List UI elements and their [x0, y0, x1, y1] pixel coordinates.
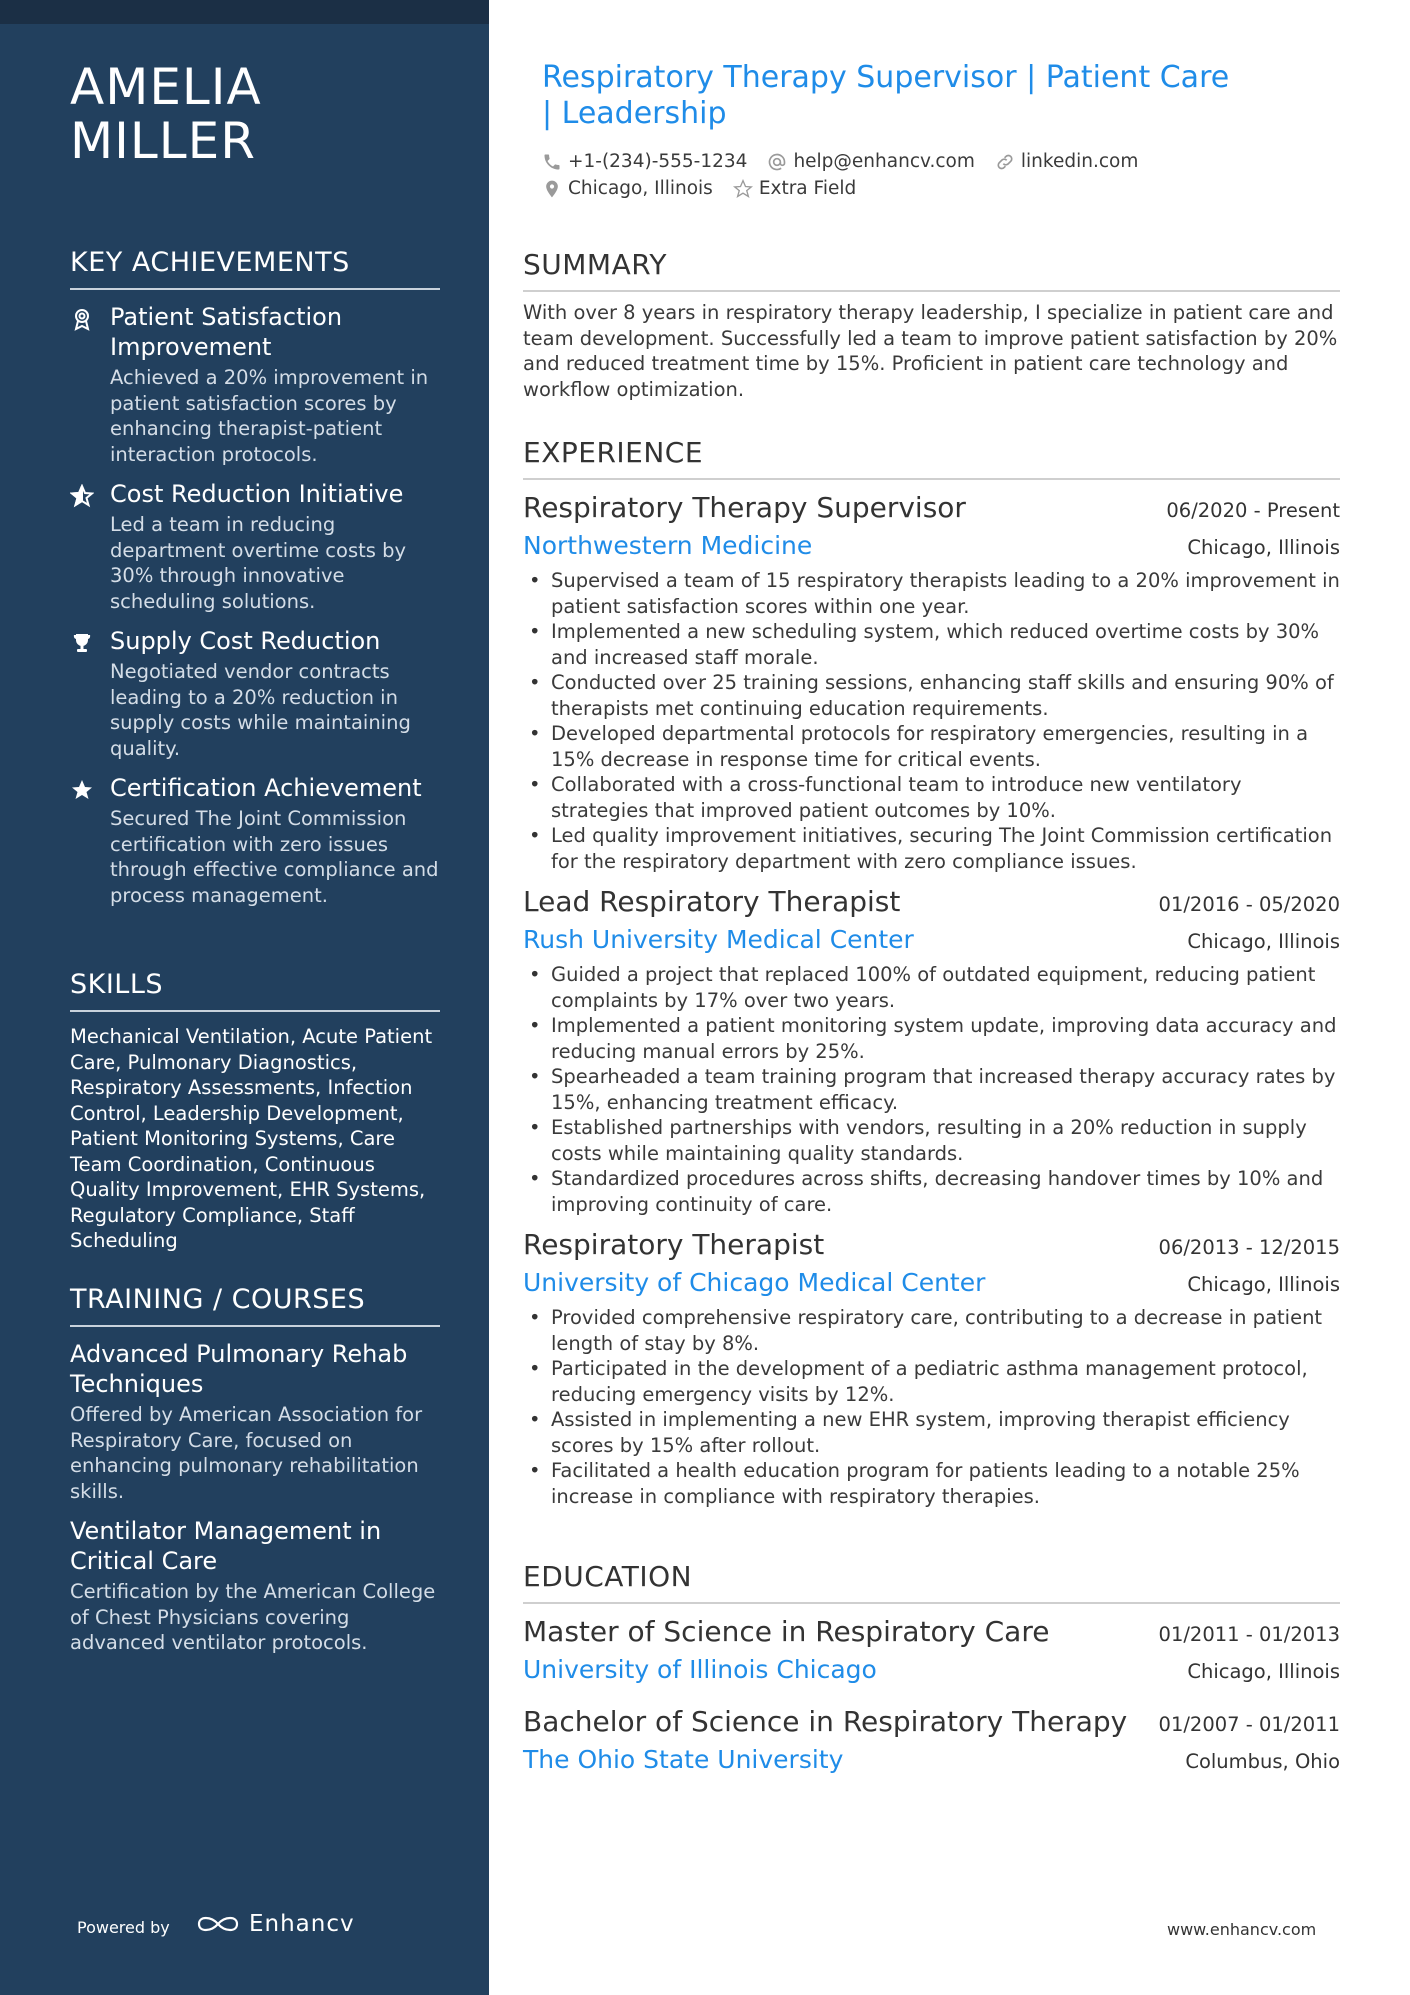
brand-name: Enhancv	[249, 1911, 355, 1937]
email-contact[interactable]	[767, 148, 974, 175]
phone-icon	[542, 152, 562, 172]
bullet-item: • Participated in the development of a pediatric asthma management protocol, reducing emergency visits by 12%.	[551, 1356, 1340, 1407]
education-heading: EDUCATION	[523, 1560, 1340, 1604]
achievement-item	[70, 302, 440, 467]
star-half-icon	[70, 484, 94, 508]
education-entry	[523, 1702, 1340, 1778]
enhancv-logo-icon	[195, 1911, 241, 1937]
summary-section	[523, 248, 1340, 402]
bullet-item: • Spearheaded a team training program that increased therapy accuracy rates by 15%, enhancing treatment efficacy.	[551, 1064, 1340, 1115]
job-dates: 06/2020 - Present	[1166, 499, 1340, 522]
bullet-item: • Established partnerships with vendors, resulting in a 20% reduction in supply costs while maintaining quality standards.	[551, 1115, 1340, 1166]
powered-by-label: Powered by	[77, 1918, 170, 1937]
course-title: Advanced Pulmonary Rehab Techniques	[70, 1340, 408, 1398]
brand-logo[interactable]	[195, 1911, 355, 1937]
job-entry	[523, 882, 1340, 1217]
skills-heading: SKILLS	[70, 968, 440, 1012]
achievement-item	[70, 626, 440, 761]
experience-section	[523, 436, 1340, 1509]
bullet-item: • Guided a project that replaced 100% of outdated equipment, reducing patient complaints by 17% over two years.	[551, 962, 1340, 1013]
trophy-icon	[70, 631, 94, 655]
location-contact	[542, 175, 713, 202]
bullet-item: • Led quality improvement initiatives, securing The Joint Commission certification for the respiratory department with zero compliance issues.	[551, 823, 1340, 874]
education-dates: 01/2007 - 01/2011	[1158, 1713, 1340, 1736]
education-entry	[523, 1612, 1340, 1688]
achievement-desc: Led a team in reducing department overtime costs by 30% through innovative scheduling solutions.	[110, 513, 407, 613]
key-achievements-section	[70, 246, 440, 908]
footer-url[interactable]: www.enhancv.com	[1167, 1920, 1317, 1939]
experience-heading: EXPERIENCE	[523, 436, 1340, 480]
extra-field-contact	[733, 175, 856, 202]
achievement-desc: Achieved a 20% improvement in patient satisfaction scores by enhancing therapist-patient interaction protocols.	[110, 366, 429, 466]
school-location: Columbus, Ohio	[1185, 1750, 1340, 1773]
email-at-icon	[767, 152, 787, 172]
contact-info	[542, 148, 1242, 202]
achievement-desc: Negotiated vendor contracts leading to a 20% reduction in supply costs while maintaining quality.	[110, 660, 411, 760]
course-item	[70, 1516, 440, 1656]
job-title: Lead Respiratory Therapist	[523, 885, 901, 918]
course-title: Ventilator Management in Critical Care	[70, 1517, 382, 1575]
bullet-item: • Implemented a new scheduling system, which reduced overtime costs by 30% and increased staff morale.	[551, 619, 1340, 670]
school-name: University of Illinois Chicago	[523, 1655, 877, 1684]
bullet-item: • Assisted in implementing a new EHR system, improving therapist efficiency scores by 15% after rollout.	[551, 1407, 1340, 1458]
location-text: Chicago, Illinois	[568, 178, 713, 199]
job-bullets	[523, 962, 1340, 1217]
phone-text: +1-(234)-555-1234	[568, 151, 748, 172]
job-company: University of Chicago Medical Center	[523, 1268, 986, 1297]
sidebar	[0, 0, 489, 1995]
last-name: MILLER	[70, 112, 256, 170]
achievement-item	[70, 479, 440, 614]
award-ribbon-icon	[70, 307, 94, 331]
bullet-item: • Implemented a patient monitoring system update, improving data accuracy and reducing manual errors by 25%.	[551, 1013, 1340, 1064]
degree-title: Master of Science in Respiratory Care	[523, 1615, 1050, 1648]
achievement-title: Certification Achievement	[110, 774, 422, 802]
job-title: Respiratory Therapy Supervisor	[523, 491, 966, 524]
job-location: Chicago, Illinois	[1187, 1273, 1340, 1296]
linkedin-contact[interactable]	[995, 148, 1138, 175]
sidebar-top-bar	[0, 0, 489, 24]
job-title: Respiratory Therapist	[523, 1228, 825, 1261]
job-company: Northwestern Medicine	[523, 531, 813, 560]
achievement-desc: Secured The Joint Commission certification with zero issues through effective compliance and process management.	[110, 807, 439, 907]
extra-field-text: Extra Field	[758, 178, 857, 199]
headline: Respiratory Therapy Supervisor | Patient Care | Leadership	[542, 60, 1230, 131]
summary-heading: SUMMARY	[523, 248, 1340, 292]
linkedin-text: linkedin.com	[1020, 151, 1139, 172]
job-entry	[523, 488, 1340, 874]
job-bullets	[523, 568, 1340, 874]
key-achievements-heading: KEY ACHIEVEMENTS	[70, 246, 440, 290]
first-name: AMELIA	[70, 58, 262, 116]
training-heading: TRAINING / COURSES	[70, 1283, 440, 1327]
bullet-item: • Supervised a team of 15 respiratory therapists leading to a 20% improvement in patient satisfaction scores within one year.	[551, 568, 1340, 619]
job-dates: 01/2016 - 05/2020	[1158, 893, 1340, 916]
skills-list: Mechanical Ventilation, Acute Patient Care, Pulmonary Diagnostics, Respiratory Assessments, Infection Control, Leadership Development, Patient Monitoring Systems, Care Team Coordination, Continuous Quality Improvement, EHR Systems, Regulatory Compliance, Staff Scheduling	[70, 1025, 433, 1252]
email-text: help@enhancv.com	[793, 151, 975, 172]
achievement-title: Supply Cost Reduction	[110, 627, 381, 655]
degree-title: Bachelor of Science in Respiratory Therapy	[523, 1705, 1128, 1738]
location-pin-icon	[542, 179, 562, 199]
education-dates: 01/2011 - 01/2013	[1158, 1623, 1340, 1646]
job-bullets	[523, 1305, 1340, 1509]
star-icon	[70, 778, 94, 802]
achievement-item	[70, 773, 440, 908]
main-content	[523, 0, 1340, 1995]
bullet-item: • Collaborated with a cross-functional team to introduce new ventilatory strategies that improved patient outcomes by 10%.	[551, 772, 1340, 823]
skills-section	[70, 968, 440, 1254]
star-outline-icon	[733, 179, 753, 199]
course-desc: Offered by American Association for Respiratory Care, focused on enhancing pulmonary rehabilitation skills.	[70, 1403, 423, 1503]
link-icon	[995, 152, 1015, 172]
achievement-title: Patient Satisfaction Improvement	[110, 303, 343, 361]
school-location: Chicago, Illinois	[1187, 1660, 1340, 1683]
bullet-item: • Provided comprehensive respiratory care, contributing to a decrease in patient length of stay by 8%.	[551, 1305, 1340, 1356]
bullet-item: • Facilitated a health education program for patients leading to a notable 25% increase in compliance with respiratory therapies.	[551, 1458, 1340, 1509]
bullet-item: • Developed departmental protocols for respiratory emergencies, resulting in a 15% decrease in response time for critical events.	[551, 721, 1340, 772]
phone-contact[interactable]	[542, 148, 747, 175]
job-entry	[523, 1225, 1340, 1509]
bullet-item: • Standardized procedures across shifts, decreasing handover times by 10% and improving continuity of care.	[551, 1166, 1340, 1217]
course-desc: Certification by the American College of Chest Physicians covering advanced ventilator protocols.	[70, 1580, 436, 1654]
course-item	[70, 1339, 440, 1504]
training-section	[70, 1283, 440, 1656]
job-location: Chicago, Illinois	[1187, 930, 1340, 953]
bullet-item: • Conducted over 25 training sessions, enhancing staff skills and ensuring 90% of therapists met continuing education requirements.	[551, 670, 1340, 721]
job-company: Rush University Medical Center	[523, 925, 914, 954]
achievement-title: Cost Reduction Initiative	[110, 480, 404, 508]
job-dates: 06/2013 - 12/2015	[1158, 1236, 1340, 1259]
school-name: The Ohio State University	[523, 1745, 844, 1774]
summary-text: With over 8 years in respiratory therapy leadership, I specialize in patient care and team development. Successfully led a team to improve patient satisfaction by 20% and reduced treatment time by 15%. Proficient in patient care technology and workflow optimization.	[523, 301, 1338, 401]
job-location: Chicago, Illinois	[1187, 536, 1340, 559]
candidate-name	[70, 60, 262, 168]
education-section	[523, 1560, 1340, 1778]
